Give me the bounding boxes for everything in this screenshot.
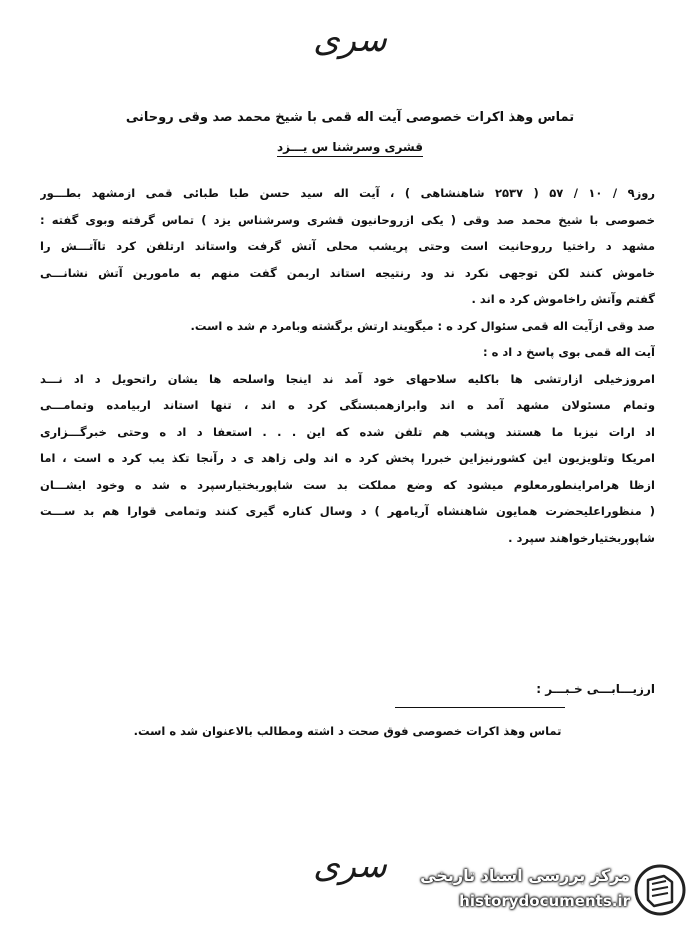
body-line: آیت اله قمی بوی پاسخ د اد ه : — [482, 345, 655, 359]
body-line: گفتم وآتش راخاموش کرد ه اند . — [471, 292, 655, 306]
document-body — [40, 180, 655, 551]
watermark-name: مرکز بررسی اسناد تاریخی — [420, 866, 630, 885]
body-line: ازظا هرامراینطورمعلوم میشود که وضع مملکت بد ست شاپوربختیارسپرد ه شد ه وخود ایشـــان — [40, 477, 655, 492]
evaluation-text: تماس وهذ اکرات خصوصی فوق صحت د اشته ومطالب بالاعنوان شد ه است. — [133, 724, 562, 738]
body-line: ( منظوراعلیحضرت همایون شاهنشاه آریامهر ) د وسال کناره گیری کنند وتمامی قوارا هم بد ســـت — [40, 504, 655, 518]
classification-stamp-top: سری — [313, 20, 387, 60]
body-line: مشهد د راختیا رروحانیت است وحتی پریشب محلی آتش گرفت واستاند ارتلفن کرد تاآتـــش را — [40, 239, 655, 253]
body-line: خاموش کنند لکن توجهی نکرد ند ود رنتیجه استاند اربمن گفت منهم به مامورین آتش نشانـــی — [40, 265, 655, 280]
document-subtitle-text: قشری وسرشنا س یـــزد — [277, 140, 423, 157]
body-line: اد ارات نیزبا ما هستند وپشب هم تلفن شده که این . . . استعفا د اد ه وحتی خبرگـــزاری — [40, 424, 655, 439]
archive-watermark — [420, 862, 690, 918]
body-line: امریکا وتلویزیون این کشورنیزاین خبررا پخش کرد ه اند ولی زاهد ی د رآنجا تکذ یب کرد ه است ، اما — [40, 451, 655, 465]
evaluation-heading-underline — [395, 707, 565, 708]
body-line: امروزخیلی ازارتشی ها باکلیه سلاحهای خود آمد ند اینجا واسلحه ها یشان راتحویل د اد نـــد — [40, 371, 655, 386]
body-line: روز۹ / ۱۰ / ۵۷ ( ۲۵۳۷ شاهنشاهی ) ، آیت اله سید حسن طبا طبائی قمی ازمشهد بطـــور — [40, 186, 655, 200]
document-archive-logo-icon — [634, 864, 686, 916]
classification-stamp-bottom: سری — [313, 846, 387, 886]
body-line: شاپوربختیارخواهند سپرد . — [508, 530, 655, 545]
body-line: خصوصی با شیخ محمد صد وقی ( یکی ازروحانیون قشری وسرشناس یزد ) تماس گرفته وبوی گفته : — [40, 212, 655, 227]
watermark-site: historydocuments.ir — [459, 892, 630, 910]
document-subtitle — [60, 140, 640, 154]
body-line: وتمام مسئولان مشهد آمد ه اند وابرازهمبستگی کرد ه اند ، تنها استاند اربیامده وتمامـــی — [40, 398, 655, 412]
document-title: تماس وهذ اکرات خصوصی آیت اله قمی با شیخ محمد صد وقی روحانی — [125, 110, 575, 125]
body-line: صد وقی ازآیت اله قمی سئوال کرد ه : میگویند ارتش برگشته وبامرد م شد ه است. — [190, 318, 655, 333]
evaluation-heading: ارزیـــابـــی خـبـــر : — [536, 682, 655, 696]
